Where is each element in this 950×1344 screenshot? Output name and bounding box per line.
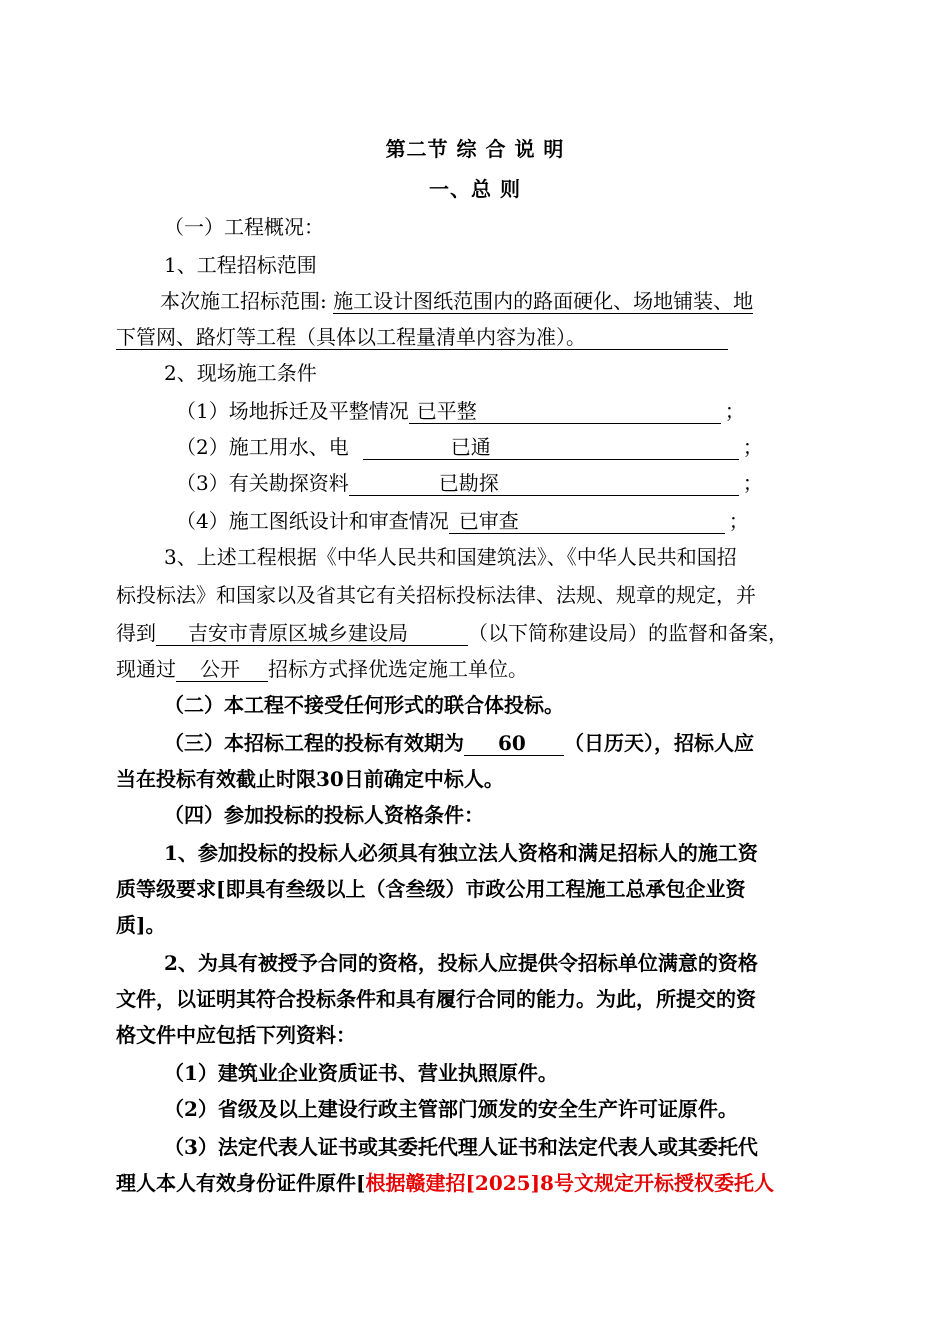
condition-value: 已通: [363, 435, 739, 460]
law-line-2: 标投标法》和国家以及省其它有关招标投标法律、法规、规章的规定，并: [116, 583, 756, 607]
condition-value: 已勘探: [349, 471, 739, 496]
bid-method: 公开: [176, 657, 268, 682]
method-suffix: 招标方式择优选定施工单位。: [268, 657, 528, 681]
condition-row-2: [176, 434, 763, 460]
condition-end: ；: [742, 471, 763, 495]
document-sub-1: （1）建筑业企业资质证书、营业执照原件。: [164, 1061, 558, 1085]
condition-end: ；: [742, 435, 763, 459]
validity-line-2: 当在投标有效截止时限30日前确定中标人。: [116, 767, 504, 791]
qualification-item1-line1: 1、参加投标的投标人必须具有独立法人资格和满足招标人的施工资: [164, 841, 758, 865]
sub3-black-text: 理人本人有效身份证件原件[: [116, 1171, 366, 1195]
conditions-heading: 2、现场施工条件: [164, 361, 317, 385]
condition-label: （4）施工图纸设计和审查情况: [176, 509, 449, 533]
condition-row-3: [176, 470, 763, 496]
scope-heading: 1、工程招标范围: [164, 253, 317, 277]
qualification-item1-line3: 质]。: [116, 913, 166, 937]
document-sub-3-line1: （3）法定代表人证书或其委托代理人证书和法定代表人或其委托代: [164, 1135, 758, 1159]
law-suffix: （以下简称建设局）的监督和备案，: [468, 621, 788, 645]
law-prefix: 得到: [116, 621, 156, 645]
law-line-4: [116, 656, 528, 682]
no-consortium-paragraph: （二）本工程不接受任何形式的联合体投标。: [164, 693, 564, 717]
overview-heading: （一）工程概况：: [164, 215, 324, 239]
qualification-item2-line3: 格文件中应包括下列资料：: [116, 1023, 356, 1047]
scope-value-2: 下管网、路灯等工程（具体以工程量清单内容为准）。: [116, 325, 728, 350]
condition-value: 已审查: [449, 509, 725, 534]
condition-label: （2）施工用水、电: [176, 435, 349, 459]
qualification-item1-line2: 质等级要求[即具有叁级以上（含叁级）市政公用工程施工总承包企业资: [116, 877, 746, 901]
condition-row-4: [176, 508, 749, 534]
document-sub-3-line2: [116, 1170, 774, 1196]
validity-prefix: （三）本招标工程的投标有效期为: [164, 731, 464, 755]
validity-days: 60: [464, 731, 564, 756]
validity-line-1: [164, 730, 754, 756]
sub-title: 一、总 则: [429, 177, 521, 201]
condition-value: 已平整: [409, 399, 721, 424]
qualification-item2-line2: 文件，以证明其符合投标条件和具有履行合同的能力。为此，所提交的资: [116, 987, 756, 1011]
section-title: 第二节 综 合 说 明: [385, 137, 565, 161]
sub3-red-text: 根据赣建招[2025]8号文规定开标授权委托人: [365, 1171, 774, 1195]
scope-value-1: 施工设计图纸范围内的路面硬化、场地铺装、地: [333, 289, 754, 313]
condition-label: （1）场地拆迁及平整情况: [176, 399, 409, 423]
condition-row-1: [176, 398, 745, 424]
validity-suffix: （日历天），招标人应: [564, 731, 754, 755]
qualification-item2-line1: 2、为具有被授予合同的资格，投标人应提供令招标单位满意的资格: [164, 951, 758, 975]
condition-end: ；: [728, 509, 749, 533]
condition-label: （3）有关勘探资料: [176, 471, 349, 495]
agency-name: 吉安市青原区城乡建设局: [156, 621, 468, 646]
method-prefix: 现通过: [116, 657, 176, 681]
scope-line-2: [116, 324, 728, 350]
law-line-3: [116, 620, 788, 646]
qualification-heading: （四）参加投标的投标人资格条件：: [164, 803, 484, 827]
law-line-1: 3、上述工程根据《中华人民共和国建筑法》、《中华人民共和国招: [164, 545, 737, 569]
condition-end: ；: [724, 399, 745, 423]
scope-prefix: 本次施工招标范围:: [160, 289, 327, 313]
document-sub-2: （2）省级及以上建设行政主管部门颁发的安全生产许可证原件。: [164, 1097, 738, 1121]
scope-line-1: [160, 288, 753, 314]
